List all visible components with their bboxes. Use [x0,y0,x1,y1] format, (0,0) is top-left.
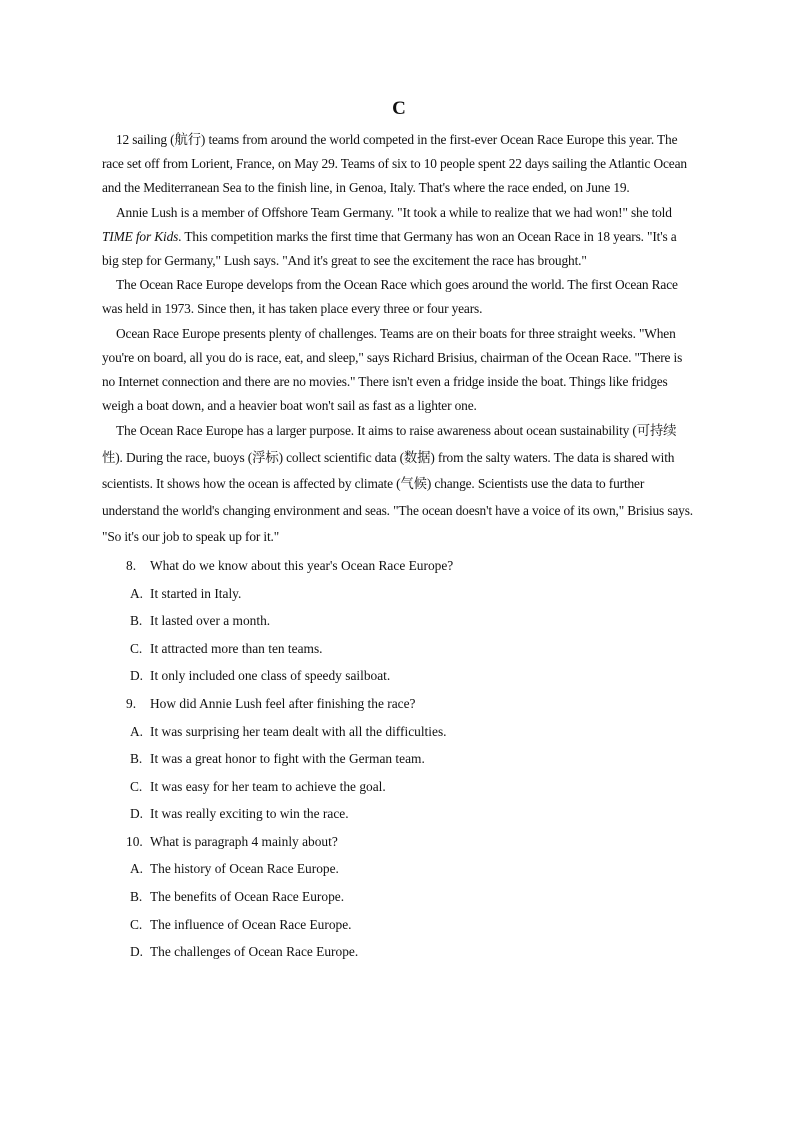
option-text: It was a great honor to fight with the German team. [150,751,425,767]
question-text: What is paragraph 4 mainly about? [150,833,338,849]
question-stem [102,552,696,580]
question-number: 9. [126,695,137,711]
question-stem [102,690,696,718]
option-a[interactable] [102,855,696,883]
option-d[interactable] [102,938,696,966]
option-d[interactable] [102,800,696,828]
question-text: What do we know about this year's Ocean Race Europe? [150,557,454,573]
option-letter: B. [130,889,143,905]
option-letter: C. [130,916,143,932]
option-letter: D. [130,944,144,960]
option-text: It only included one class of speedy sailboat. [150,668,391,684]
option-text: It was easy for her team to achieve the goal. [150,778,386,794]
option-letter: C. [130,640,143,656]
question-list [102,552,696,966]
paragraph-2-end: . This competition marks the first time that Germany has won an Ocean Race in 18 years. "It's a big step for Germany," Lush says. "And it's great to see the excitement the race has brought." [102,228,677,269]
paragraph-5: The Ocean Race Europe has a larger purpose. It aims to raise awareness about ocean sustainability (可持续性). During the race, buoys (浮标) collect scientific data (数据) from the salty waters. The data is shared with scientists. It shows how the ocean is affected by climate (气候) change. Scientists use the data to further understand the world's changing environment and seas. "The ocean doesn't have a voice of its own," Brisius says. "So it's our job to speak up for it." [102,423,693,545]
option-b[interactable] [102,883,696,911]
option-text: It was surprising her team dealt with all the difficulties. [150,723,447,739]
paragraph-3: The Ocean Race Europe develops from the Ocean Race which goes around the world. The first Ocean Race was held in 1973. Since then, it has taken place every three or four years. [102,277,678,317]
option-c[interactable] [102,635,696,663]
option-b[interactable] [102,745,696,773]
question-text: How did Annie Lush feel after finishing the race? [150,695,416,711]
option-text: The influence of Ocean Race Europe. [150,916,352,932]
paragraph-2 [102,201,696,274]
question-8 [102,552,696,690]
option-letter: A. [130,723,144,739]
option-text: It attracted more than ten teams. [150,640,323,656]
option-text: The challenges of Ocean Race Europe. [150,944,359,960]
option-text: It lasted over a month. [150,613,271,629]
question-number: 8. [126,557,137,573]
option-b[interactable] [102,607,696,635]
question-stem [102,828,696,856]
option-c[interactable] [102,911,696,939]
reading-passage [102,128,696,551]
option-letter: A. [130,861,144,877]
section-title: C [392,98,406,119]
question-number: 10. [126,833,143,849]
question-10 [102,828,696,966]
option-letter: D. [130,806,144,822]
option-text: The benefits of Ocean Race Europe. [150,889,345,905]
option-letter: D. [130,668,144,684]
option-text: It was really exciting to win the race. [150,806,349,822]
paragraph-1: 12 sailing (航行) teams from around the world competed in the first-ever Ocean Race Europe this year. The race set off from Lorient, France, on May 29. Teams of six to 10 people spent 22 days sailing the Atlantic Ocean and the Mediterranean Sea to the finish line, in Genoa, Italy. That's where the race ended, on June 19. [102,132,687,196]
paragraph-2-start: Annie Lush is a member of Offshore Team Germany. "It took a while to realize that we had won!" she told [116,204,672,220]
option-letter: A. [130,585,144,601]
option-text: The history of Ocean Race Europe. [150,861,339,877]
paragraph-4: Ocean Race Europe presents plenty of challenges. Teams are on their boats for three straight weeks. "When you're on board, all you do is race, eat, and sleep," says Richard Brisius, chairman of the Ocean Race. "There is no Internet connection and there are no movies." There isn't even a fridge inside the boat. Things like fridges weigh a boat down, and a heavier boat won't sail as fast as a lighter one. [102,325,683,414]
option-c[interactable] [102,773,696,801]
option-d[interactable] [102,662,696,690]
option-letter: B. [130,751,143,767]
document-page [102,96,696,966]
magazine-title: TIME for Kids [102,228,179,244]
question-9 [102,690,696,828]
option-a[interactable] [102,580,696,608]
option-text: It started in Italy. [150,585,242,601]
option-letter: C. [130,778,143,794]
option-letter: B. [130,613,143,629]
option-a[interactable] [102,718,696,746]
